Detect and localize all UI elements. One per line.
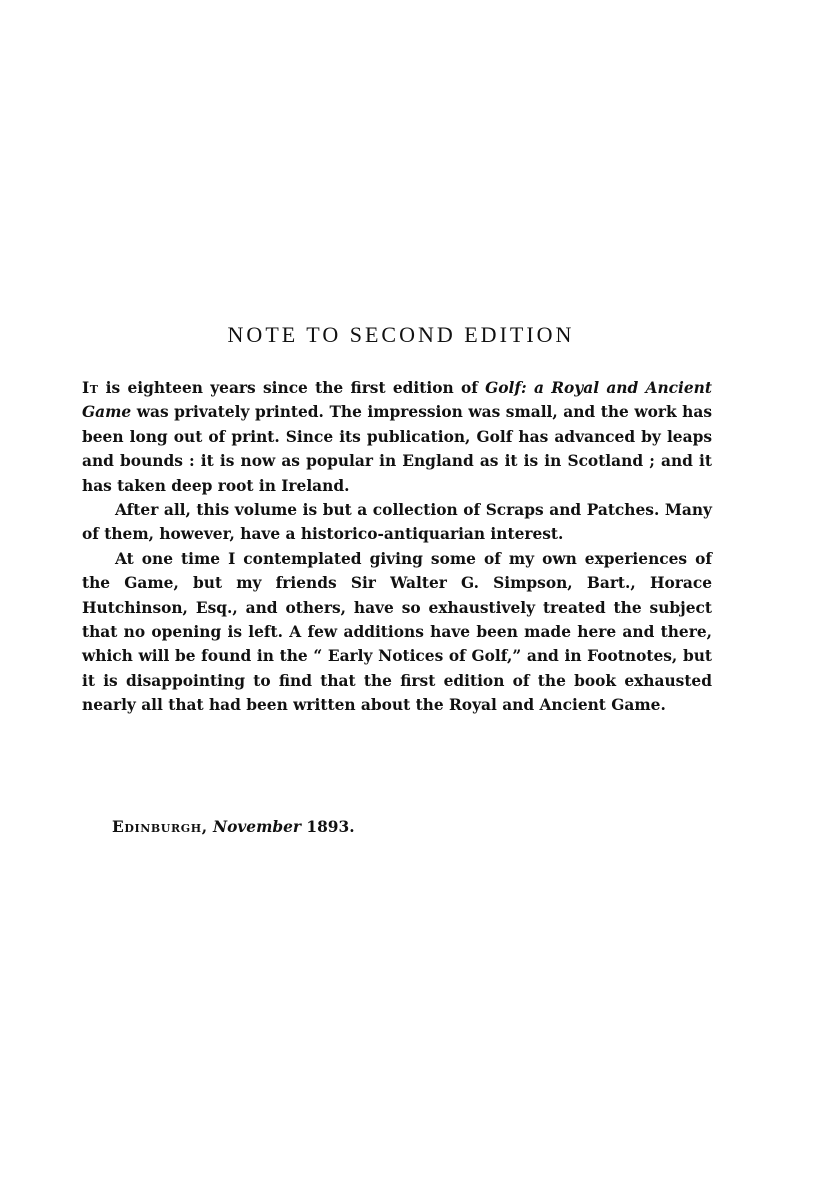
paragraph-3: At one time I contemplated giving some of my own experiences of the Game, but my friends Sir Walter G. Simpson, Bart., Horace Hutchinson, Esq., and others, have so exhaustively treated the subject that no opening is left. A few additions have been made here and there, which will be found in the “ Early Notices of Golf,” and in Footnotes, but it is disappointing to find that the first edition of the book exhausted nearly all that had been written about the Royal and Ancient Game. <box>82 549 712 715</box>
signoff-place: Edinburgh, <box>112 818 208 836</box>
signoff-year: 1893. <box>306 818 355 836</box>
book-title-italic: Golf: a Royal and Ancient Game <box>82 379 712 422</box>
page-title: NOTE TO SECOND EDITION <box>227 322 575 347</box>
note-text-block <box>82 322 712 718</box>
signoff-line <box>112 818 355 836</box>
paragraph-2: After all, this volume is but a collection of Scraps and Patches. Many of them, however, have a historico-antiquarian interest. <box>82 501 712 544</box>
paragraph-1-text-b: was privately printed. The impression was small, and the work has been long out of print. Since its publication, Golf has advanced by leaps and bounds : it is now as popular in England as it is in Scotland ; and it has taken deep root in Ireland. <box>82 403 712 495</box>
paragraph-1 <box>82 376 712 498</box>
signoff-month: November <box>213 818 302 836</box>
paragraph-1-first-word: It <box>82 379 99 397</box>
paragraph-1-text-a: is eighteen years since the first edition of <box>98 379 486 397</box>
